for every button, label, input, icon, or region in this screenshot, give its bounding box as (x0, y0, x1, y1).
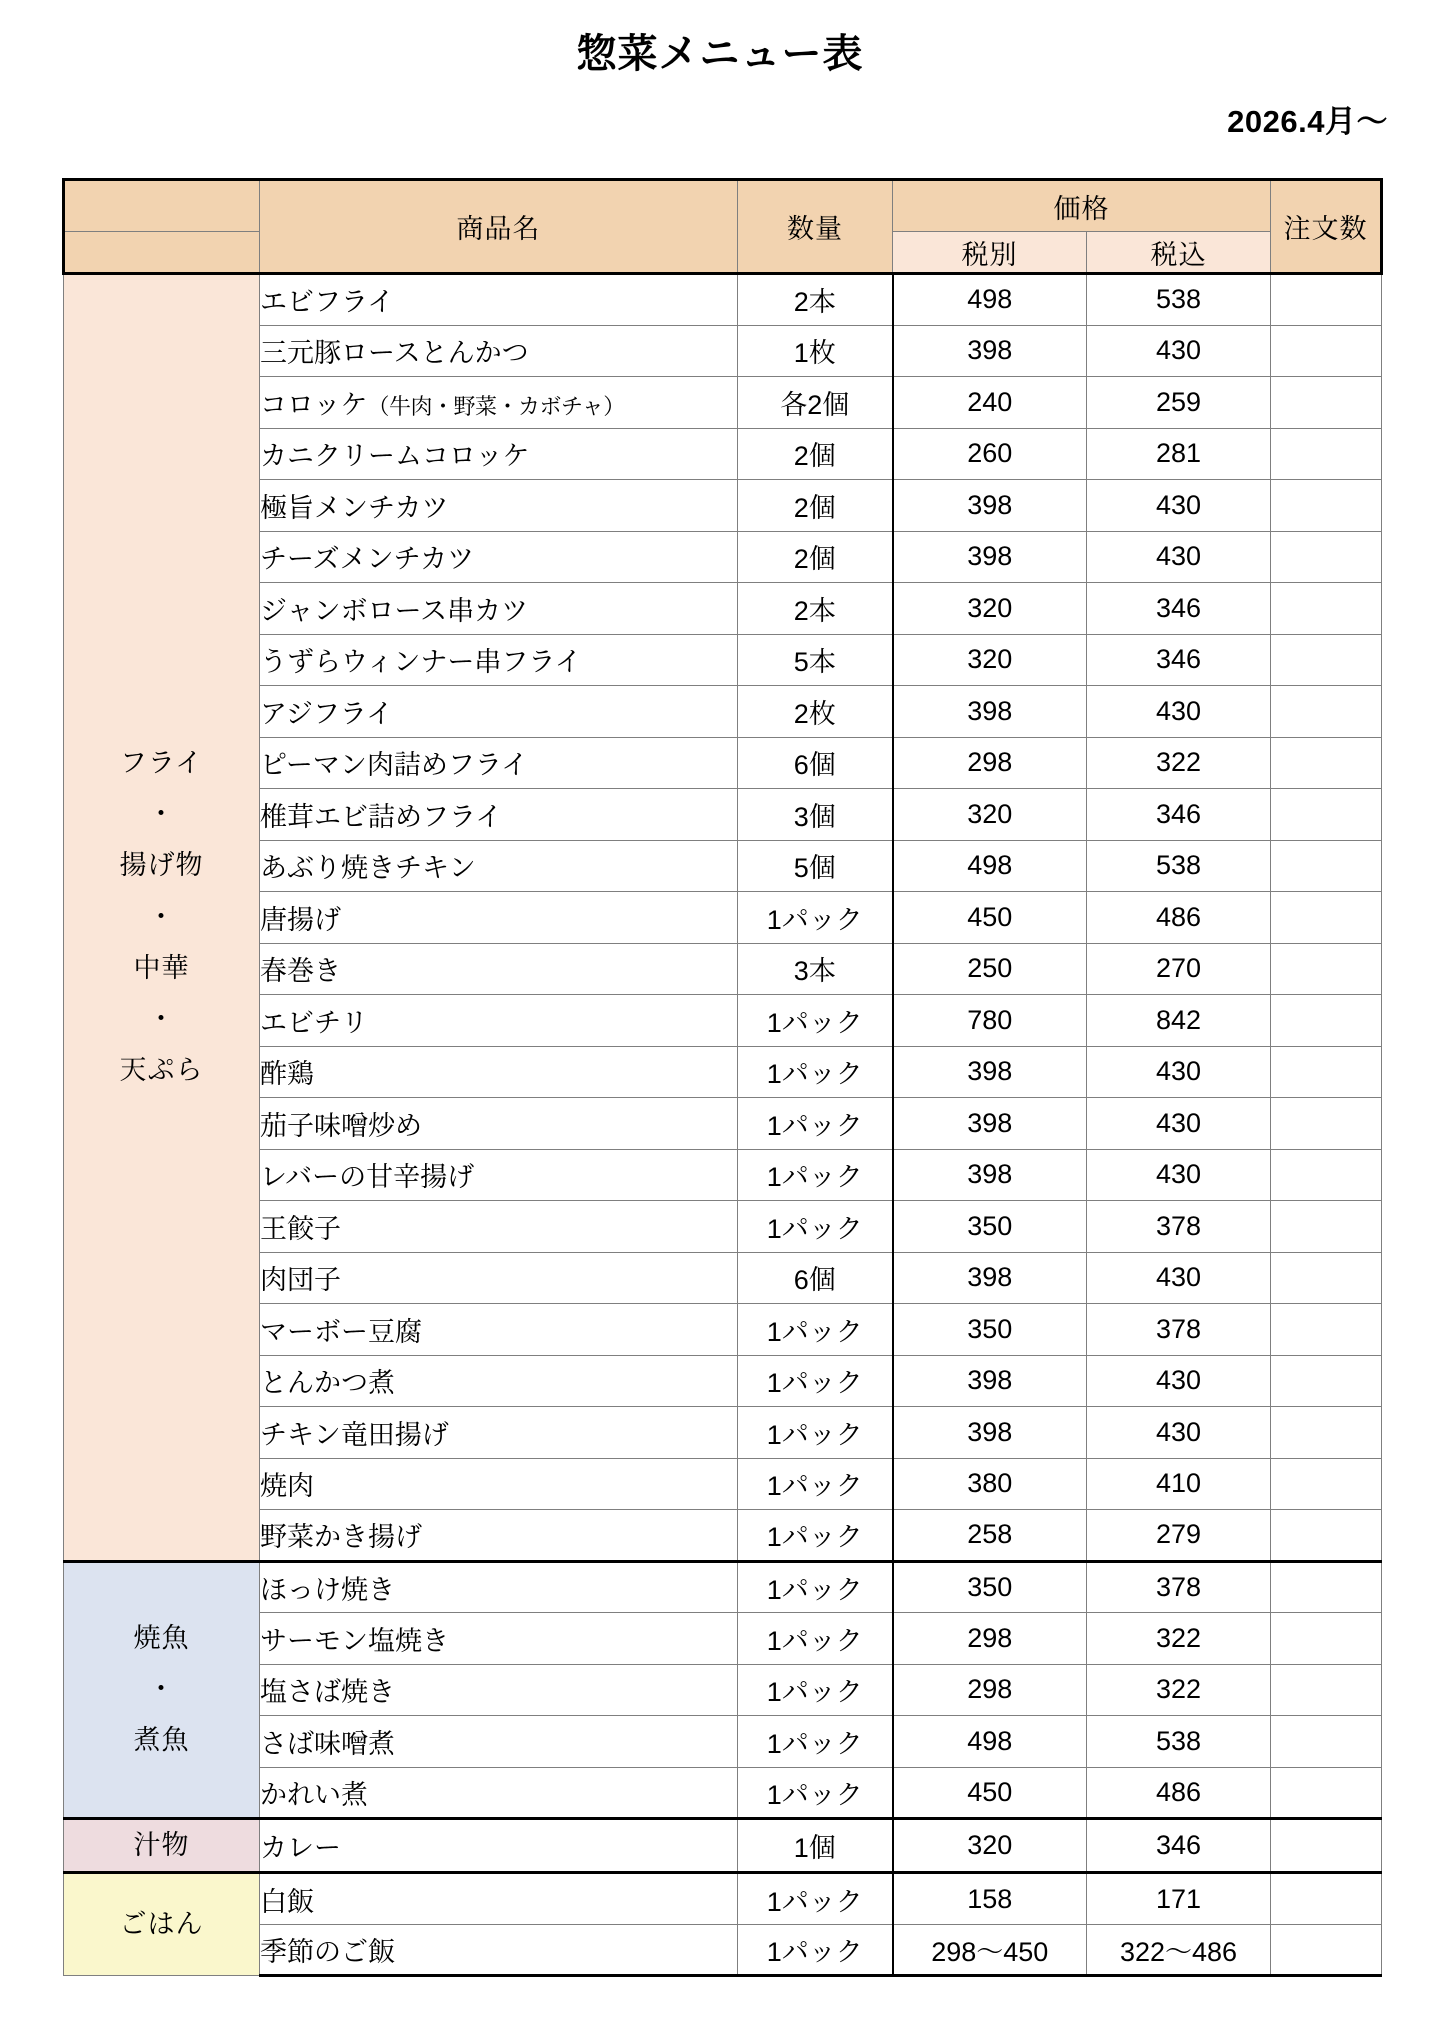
price-incl-tax-cell: 430 (1087, 1149, 1271, 1201)
price-excl-tax-cell: 320 (893, 1819, 1087, 1873)
table-row (64, 274, 1382, 326)
order-count-cell[interactable] (1271, 995, 1382, 1047)
price-incl-tax-cell: 281 (1087, 428, 1271, 480)
price-incl-tax-cell: 430 (1087, 686, 1271, 738)
quantity-cell: 1パック (738, 1561, 893, 1613)
price-incl-tax-cell: 322〜486 (1087, 1924, 1271, 1976)
product-name-cell: サーモン塩焼き (260, 1613, 738, 1665)
category-cell: 汁物 (64, 1819, 260, 1873)
price-incl-tax-cell: 322 (1087, 737, 1271, 789)
order-count-cell[interactable] (1271, 1458, 1382, 1510)
quantity-cell: 3本 (738, 943, 893, 995)
price-excl-tax-cell: 298 (893, 737, 1087, 789)
price-excl-tax-cell: 158 (893, 1873, 1087, 1925)
price-excl-tax-cell: 398 (893, 686, 1087, 738)
price-incl-tax-cell: 430 (1087, 1407, 1271, 1459)
price-excl-tax-cell: 298 (893, 1613, 1087, 1665)
product-name-cell: 肉団子 (260, 1252, 738, 1304)
order-count-cell[interactable] (1271, 1716, 1382, 1768)
header-price-incl-tax: 税込 (1087, 232, 1271, 274)
table-row (64, 1613, 1382, 1665)
table-row (64, 1873, 1382, 1925)
order-count-cell[interactable] (1271, 1561, 1382, 1613)
price-excl-tax-cell: 298 (893, 1664, 1087, 1716)
table-row (64, 1046, 1382, 1098)
price-incl-tax-cell: 322 (1087, 1664, 1271, 1716)
menu-table (62, 178, 1383, 1977)
price-incl-tax-cell: 430 (1087, 1098, 1271, 1150)
quantity-cell: 2個 (738, 531, 893, 583)
quantity-cell: 2個 (738, 480, 893, 532)
product-name-cell: カニクリームコロッケ (260, 428, 738, 480)
product-name-cell: 王餃子 (260, 1201, 738, 1253)
header-quantity: 数量 (738, 180, 893, 274)
price-incl-tax-cell: 410 (1087, 1458, 1271, 1510)
table-row (64, 789, 1382, 841)
price-incl-tax-cell: 430 (1087, 1046, 1271, 1098)
price-excl-tax-cell: 260 (893, 428, 1087, 480)
quantity-cell: 1パック (738, 1458, 893, 1510)
price-excl-tax-cell: 380 (893, 1458, 1087, 1510)
order-count-cell[interactable] (1271, 840, 1382, 892)
table-row (64, 943, 1382, 995)
order-count-cell[interactable] (1271, 1098, 1382, 1150)
price-incl-tax-cell: 346 (1087, 789, 1271, 841)
price-excl-tax-cell: 450 (893, 892, 1087, 944)
table-row (64, 1098, 1382, 1150)
product-name-variants: （牛肉・野菜・カボチャ） (367, 393, 625, 419)
table-row (64, 1252, 1382, 1304)
quantity-cell: 1パック (738, 1873, 893, 1925)
quantity-cell: 1パック (738, 1613, 893, 1665)
quantity-cell: 1パック (738, 995, 893, 1047)
price-incl-tax-cell: 538 (1087, 840, 1271, 892)
table-header (64, 180, 1382, 274)
table-row (64, 1149, 1382, 1201)
quantity-cell: 1パック (738, 1304, 893, 1356)
order-count-cell[interactable] (1271, 1873, 1382, 1925)
quantity-cell: 1パック (738, 1924, 893, 1976)
quantity-cell: 1パック (738, 1767, 893, 1819)
order-count-cell[interactable] (1271, 1252, 1382, 1304)
price-excl-tax-cell: 320 (893, 789, 1087, 841)
product-name-cell: 三元豚ロースとんかつ (260, 325, 738, 377)
table-row (64, 1407, 1382, 1459)
table-body (64, 274, 1382, 1976)
price-incl-tax-cell: 486 (1087, 892, 1271, 944)
header-price: 価格 (893, 180, 1271, 232)
price-incl-tax-cell: 346 (1087, 634, 1271, 686)
quantity-cell: 6個 (738, 737, 893, 789)
table-row (64, 1924, 1382, 1976)
order-count-cell[interactable] (1271, 1355, 1382, 1407)
product-name-cell: チキン竜田揚げ (260, 1407, 738, 1459)
product-name-cell: 白飯 (260, 1873, 738, 1925)
table-row (64, 840, 1382, 892)
order-count-cell[interactable] (1271, 1767, 1382, 1819)
quantity-cell: 1パック (738, 892, 893, 944)
table-row (64, 1819, 1382, 1873)
price-excl-tax-cell: 298〜450 (893, 1924, 1087, 1976)
order-count-cell[interactable] (1271, 737, 1382, 789)
order-count-cell[interactable] (1271, 1664, 1382, 1716)
header-corner-cell (64, 180, 260, 232)
price-incl-tax-cell: 279 (1087, 1510, 1271, 1562)
order-count-cell[interactable] (1271, 1510, 1382, 1562)
order-count-cell[interactable] (1271, 377, 1382, 429)
order-count-cell[interactable] (1271, 531, 1382, 583)
quantity-cell: 2個 (738, 428, 893, 480)
price-excl-tax-cell: 320 (893, 634, 1087, 686)
order-count-cell[interactable] (1271, 943, 1382, 995)
product-name-cell: あぶり焼きチキン (260, 840, 738, 892)
price-incl-tax-cell: 346 (1087, 1819, 1271, 1873)
price-excl-tax-cell: 398 (893, 1355, 1087, 1407)
order-count-cell[interactable] (1271, 789, 1382, 841)
price-incl-tax-cell: 538 (1087, 274, 1271, 326)
price-incl-tax-cell: 270 (1087, 943, 1271, 995)
table-row (64, 480, 1382, 532)
quantity-cell: 1パック (738, 1716, 893, 1768)
quantity-cell: 3個 (738, 789, 893, 841)
order-count-cell[interactable] (1271, 634, 1382, 686)
quantity-cell: 5本 (738, 634, 893, 686)
price-excl-tax-cell: 398 (893, 1046, 1087, 1098)
table-row (64, 1355, 1382, 1407)
order-count-cell[interactable] (1271, 1924, 1382, 1976)
product-name-cell: アジフライ (260, 686, 738, 738)
table-row (64, 531, 1382, 583)
table-row (64, 1304, 1382, 1356)
product-name-cell: 酢鶏 (260, 1046, 738, 1098)
order-count-cell[interactable] (1271, 428, 1382, 480)
product-name-cell: マーボー豆腐 (260, 1304, 738, 1356)
price-excl-tax-cell: 350 (893, 1304, 1087, 1356)
quantity-cell: 1パック (738, 1201, 893, 1253)
header-price-excl-tax: 税別 (893, 232, 1087, 274)
price-excl-tax-cell: 398 (893, 1252, 1087, 1304)
price-excl-tax-cell: 250 (893, 943, 1087, 995)
table-row (64, 583, 1382, 635)
product-name-cell: カレー (260, 1819, 738, 1873)
order-count-cell[interactable] (1271, 686, 1382, 738)
price-incl-tax-cell: 378 (1087, 1561, 1271, 1613)
price-excl-tax-cell: 350 (893, 1201, 1087, 1253)
product-name-cell: うずらウィンナー串フライ (260, 634, 738, 686)
product-name-cell: ピーマン肉詰めフライ (260, 737, 738, 789)
price-excl-tax-cell: 780 (893, 995, 1087, 1047)
header-product-name: 商品名 (260, 180, 738, 274)
product-name-cell: 季節のご飯 (260, 1924, 738, 1976)
quantity-cell: 1パック (738, 1046, 893, 1098)
product-name-cell: 椎茸エビ詰めフライ (260, 789, 738, 841)
price-excl-tax-cell: 398 (893, 1407, 1087, 1459)
price-excl-tax-cell: 450 (893, 1767, 1087, 1819)
quantity-cell: 1パック (738, 1149, 893, 1201)
quantity-cell: 1パック (738, 1407, 893, 1459)
product-name-cell: 唐揚げ (260, 892, 738, 944)
table-row (64, 995, 1382, 1047)
table-row (64, 428, 1382, 480)
product-name-cell: 野菜かき揚げ (260, 1510, 738, 1562)
header-corner-cell-lower (64, 232, 260, 274)
price-excl-tax-cell: 498 (893, 274, 1087, 326)
product-name-cell: エビチリ (260, 995, 738, 1047)
product-name-cell: エビフライ (260, 274, 738, 326)
product-name-cell: ジャンボロース串カツ (260, 583, 738, 635)
category-cell: 焼魚 ・ 煮魚 (64, 1561, 260, 1819)
order-count-cell[interactable] (1271, 1613, 1382, 1665)
quantity-cell: 6個 (738, 1252, 893, 1304)
price-incl-tax-cell: 346 (1087, 583, 1271, 635)
effective-date-note: 2026.4月〜 (1227, 104, 1388, 139)
table-row (64, 686, 1382, 738)
order-count-cell[interactable] (1271, 1819, 1382, 1873)
quantity-cell: 1パック (738, 1510, 893, 1562)
quantity-cell: 1パック (738, 1098, 893, 1150)
order-count-cell[interactable] (1271, 1046, 1382, 1098)
price-excl-tax-cell: 258 (893, 1510, 1087, 1562)
price-excl-tax-cell: 498 (893, 840, 1087, 892)
table-row (64, 1561, 1382, 1613)
product-name-cell: 焼肉 (260, 1458, 738, 1510)
table-row (64, 1664, 1382, 1716)
product-name-cell: ほっけ焼き (260, 1561, 738, 1613)
quantity-cell: 2枚 (738, 686, 893, 738)
price-incl-tax-cell: 430 (1087, 325, 1271, 377)
table-row (64, 1716, 1382, 1768)
quantity-cell: 1個 (738, 1819, 893, 1873)
product-name-cell: コロッケ（牛肉・野菜・カボチャ） (260, 377, 738, 429)
price-incl-tax-cell: 430 (1087, 1252, 1271, 1304)
price-excl-tax-cell: 398 (893, 1149, 1087, 1201)
price-incl-tax-cell: 322 (1087, 1613, 1271, 1665)
price-incl-tax-cell: 430 (1087, 531, 1271, 583)
header-order-count: 注文数 (1271, 180, 1382, 274)
order-count-cell[interactable] (1271, 480, 1382, 532)
page-title: 惣菜メニュー表 (576, 32, 864, 76)
table-row (64, 737, 1382, 789)
price-excl-tax-cell: 498 (893, 1716, 1087, 1768)
table-row (64, 1767, 1382, 1819)
price-incl-tax-cell: 171 (1087, 1873, 1271, 1925)
quantity-cell: 各2個 (738, 377, 893, 429)
order-count-cell[interactable] (1271, 583, 1382, 635)
order-count-cell[interactable] (1271, 1149, 1382, 1201)
order-count-cell[interactable] (1271, 1407, 1382, 1459)
order-count-cell[interactable] (1271, 325, 1382, 377)
order-count-cell[interactable] (1271, 274, 1382, 326)
quantity-cell: 2本 (738, 583, 893, 635)
price-incl-tax-cell: 430 (1087, 1355, 1271, 1407)
quantity-cell: 1パック (738, 1664, 893, 1716)
quantity-cell: 1パック (738, 1355, 893, 1407)
price-excl-tax-cell: 398 (893, 531, 1087, 583)
price-incl-tax-cell: 430 (1087, 480, 1271, 532)
table-row (64, 377, 1382, 429)
table-row (64, 634, 1382, 686)
product-name-cell: 春巻き (260, 943, 738, 995)
table-row (64, 1458, 1382, 1510)
product-name-cell: 塩さば焼き (260, 1664, 738, 1716)
price-incl-tax-cell: 378 (1087, 1304, 1271, 1356)
quantity-cell: 2本 (738, 274, 893, 326)
product-name-cell: レバーの甘辛揚げ (260, 1149, 738, 1201)
quantity-cell: 1枚 (738, 325, 893, 377)
price-excl-tax-cell: 398 (893, 325, 1087, 377)
price-excl-tax-cell: 240 (893, 377, 1087, 429)
price-incl-tax-cell: 378 (1087, 1201, 1271, 1253)
product-name-cell: とんかつ煮 (260, 1355, 738, 1407)
table-row (64, 325, 1382, 377)
price-excl-tax-cell: 350 (893, 1561, 1087, 1613)
order-count-cell[interactable] (1271, 1201, 1382, 1253)
table-row (64, 1201, 1382, 1253)
order-count-cell[interactable] (1271, 1304, 1382, 1356)
quantity-cell: 5個 (738, 840, 893, 892)
price-excl-tax-cell: 398 (893, 480, 1087, 532)
menu-table-wrapper (62, 178, 1380, 1977)
product-name-cell: かれい煮 (260, 1767, 738, 1819)
price-incl-tax-cell: 538 (1087, 1716, 1271, 1768)
category-cell: フライ ・ 揚げ物 ・ 中華 ・ 天ぷら (64, 274, 260, 1562)
table-row (64, 892, 1382, 944)
product-name-cell: 茄子味噌炒め (260, 1098, 738, 1150)
order-count-cell[interactable] (1271, 892, 1382, 944)
category-cell: ごはん (64, 1873, 260, 1976)
price-excl-tax-cell: 398 (893, 1098, 1087, 1150)
price-incl-tax-cell: 842 (1087, 995, 1271, 1047)
product-name-cell: さば味噌煮 (260, 1716, 738, 1768)
product-name-cell: 極旨メンチカツ (260, 480, 738, 532)
table-row (64, 1510, 1382, 1562)
price-incl-tax-cell: 486 (1087, 1767, 1271, 1819)
price-excl-tax-cell: 320 (893, 583, 1087, 635)
product-name-cell: チーズメンチカツ (260, 531, 738, 583)
price-incl-tax-cell: 259 (1087, 377, 1271, 429)
